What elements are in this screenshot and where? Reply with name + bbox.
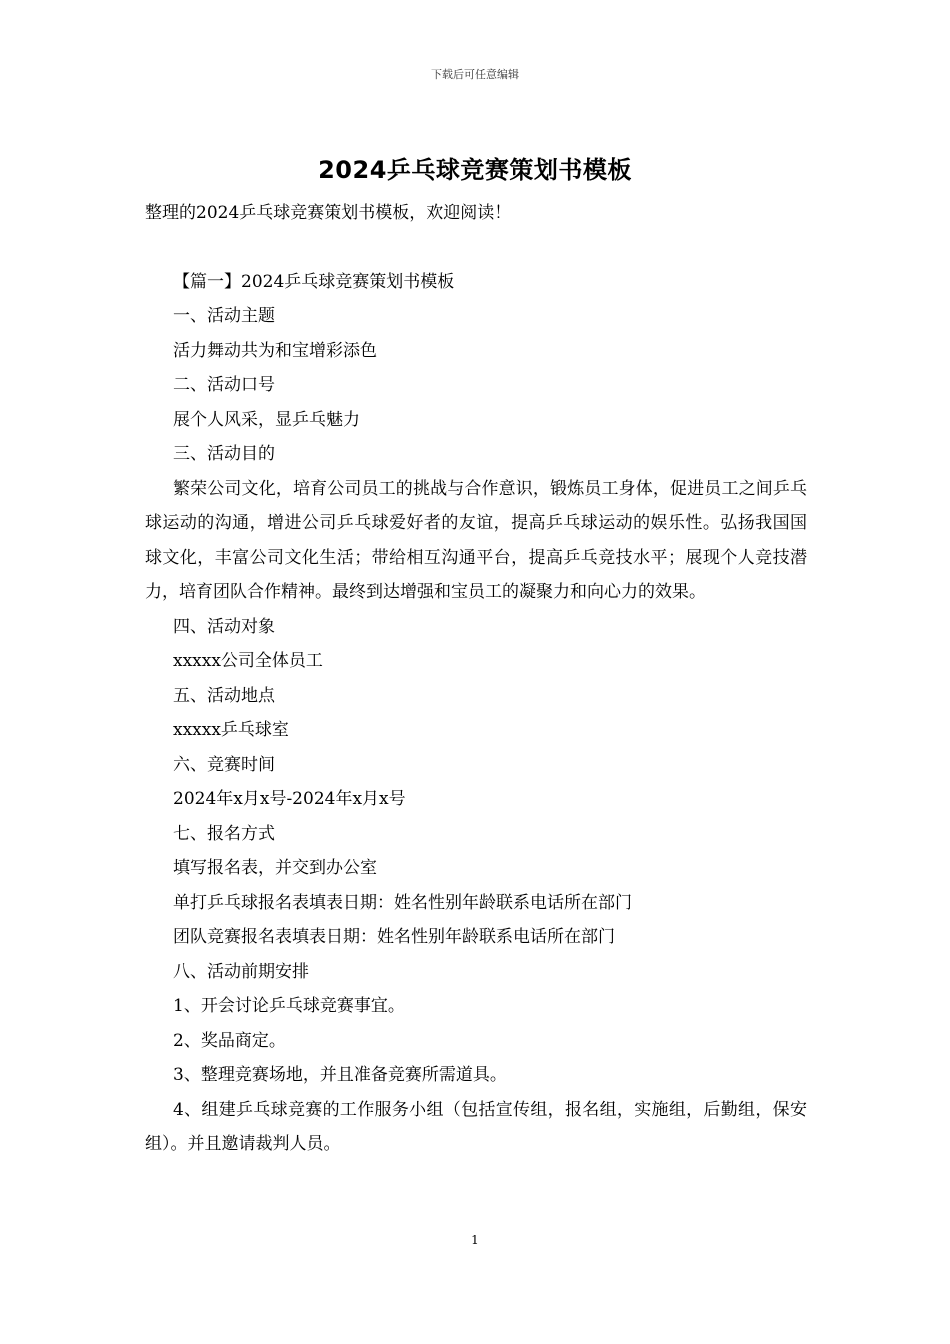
- page-number: 1: [471, 1233, 479, 1247]
- time-text: 2024年x月x号-2024年x月x号: [173, 789, 406, 809]
- heading-registration: 七、报名方式: [173, 823, 275, 844]
- heading-target: 四、活动对象: [173, 616, 275, 637]
- heading-purpose: 三、活动目的: [173, 444, 275, 464]
- intro-text: 整理的2024乒乓球竞赛策划书模板，欢迎阅读！: [145, 203, 512, 223]
- team-form-text: 团队竞赛报名表填表日期：姓名性别年龄联系电话所在部门: [173, 927, 615, 947]
- prep-item-1: 1、开会讨论乒乓球竞赛事宜。: [173, 996, 405, 1016]
- theme-text: 活力舞动共为和宝增彩添色: [173, 340, 377, 361]
- heading-slogan: 二、活动口号: [173, 375, 275, 395]
- prep-item-3: 3、整理竞赛场地，并且准备竞赛所需道具。: [173, 1065, 507, 1085]
- section-heading: 【篇一】2024乒乓球竞赛策划书模板: [173, 271, 455, 292]
- location-text: xxxxx乒乓球室: [173, 720, 289, 740]
- slogan-text: 展个人风采，显乒乓魅力: [173, 409, 360, 430]
- header-note: 下载后可任意编辑: [431, 68, 519, 81]
- document-body: [145, 196, 807, 1162]
- heading-preparation: 八、活动前期安排: [173, 961, 309, 982]
- heading-location: 五、活动地点: [173, 685, 275, 706]
- prep-item-4: 4、组建乒乓球竞赛的工作服务小组（包括宣传组，报名组，实施组，后勤组，保安组）。并且邀请裁判人员。: [145, 1099, 807, 1154]
- registration-text: 填写报名表，并交到办公室: [173, 858, 377, 878]
- heading-theme: 一、活动主题: [173, 306, 275, 326]
- prep-item-2: 2、奖品商定。: [173, 1030, 286, 1051]
- target-text: xxxxx公司全体员工: [173, 651, 323, 671]
- purpose-paragraph: 繁荣公司文化，培育公司员工的挑战与合作意识，锻炼员工身体，促进员工之间乒乓球运动的沟通，增进公司乒乓球爱好者的友谊，提高乒乓球运动的娱乐性。弘扬我国国球文化，丰富公司文化生活；带给相互沟通平台，提高乒乓竞技水平；展现个人竞技潜力，培育团队合作精神。最终到达增强和宝员工的凝聚力和向心力的效果。: [145, 478, 807, 602]
- document-title: 2024乒乓球竞赛策划书模板: [318, 156, 632, 184]
- singles-form-text: 单打乒乓球报名表填表日期：姓名性别年龄联系电话所在部门: [173, 892, 632, 913]
- spacer: [145, 231, 807, 265]
- heading-time: 六、竞赛时间: [173, 754, 275, 775]
